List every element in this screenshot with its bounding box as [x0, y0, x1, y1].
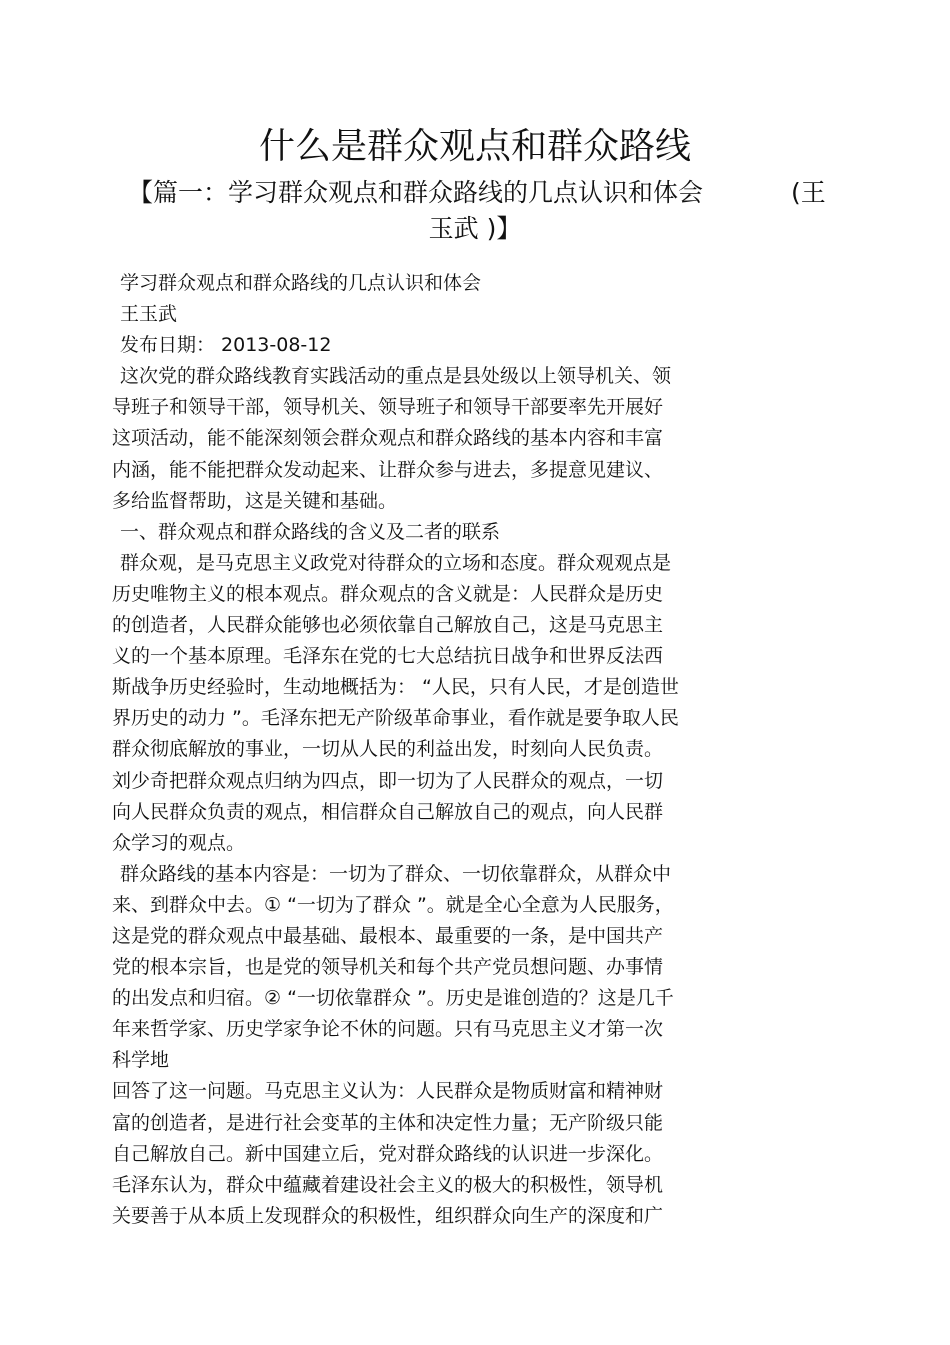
body-line: 这是党的群众观点中最基础、最根本、最重要的一条，是中国共产 — [112, 924, 664, 947]
document-body — [112, 268, 832, 1232]
subtitle-left: 【篇一：学习群众观点和群众路线的几点认识和体会 — [128, 178, 704, 207]
body-line: 群众彻底解放的事业，一切从人民的利益出发，时刻向人民负责。 — [112, 738, 664, 761]
body-line: 科学地 — [112, 1049, 170, 1072]
body-line: 自己解放自己。新中国建立后，党对群众路线的认识进一步深化。 — [112, 1142, 664, 1165]
body-line: 斯战争历史经验时，生动地概括为： “人民，只有人民，才是创造世 — [112, 676, 679, 699]
body-line: 发布日期： 2013-08-12 — [120, 334, 332, 357]
body-line: 内涵，能不能把群众发动起来、让群众参与进去，多提意见建议、 — [112, 458, 664, 481]
body-line: 刘少奇把群众观点归纳为四点，即一切为了人民群众的观点，一切 — [112, 769, 664, 792]
body-line: 历史唯物主义的根本观点。群众观点的含义就是：人民群众是历史 — [112, 582, 664, 605]
body-line: 的创造者，人民群众能够也必须依靠自己解放自己，这是马克思主 — [112, 614, 664, 637]
document-title: 什么是群众观点和群众路线 — [258, 126, 691, 167]
body-line: 党的根本宗旨，也是党的领导机关和每个共产党员想问题、办事情 — [112, 956, 664, 979]
document-subtitle — [128, 176, 828, 210]
body-line: 的出发点和归宿。② “一切依靠群众 ”。历史是谁创造的？这是几千 — [112, 987, 674, 1010]
body-line: 群众路线的基本内容是：一切为了群众、一切依靠群众，从群众中 — [120, 862, 672, 885]
body-line: 众学习的观点。 — [112, 831, 246, 854]
body-line: 界历史的动力 ”。毛泽东把无产阶级革命事业，看作就是要争取人民 — [112, 707, 679, 730]
body-line: 多给监督帮助，这是关键和基础。 — [112, 489, 398, 512]
body-line: 这次党的群众路线教育实践活动的重点是县处级以上领导机关、领 — [120, 365, 672, 388]
body-line: 向人民群众负责的观点，相信群众自己解放自己的观点，向人民群 — [112, 800, 664, 823]
subtitle-line2: 玉武 )】 — [428, 214, 522, 243]
body-line: 这项活动，能不能深刻领会群众观点和群众路线的基本内容和丰富 — [112, 427, 664, 450]
body-line: 来、到群众中去。① “一切为了群众 ”。就是全心全意为人民服务， — [112, 893, 674, 916]
body-line: 学习群众观点和群众路线的几点认识和体会 — [120, 272, 482, 294]
body-line: 王玉武 — [120, 303, 178, 326]
body-line: 毛泽东认为，群众中蕴藏着建设社会主义的极大的积极性，领导机 — [112, 1173, 664, 1196]
body-line: 关要善于从本质上发现群众的积极性，组织群众向生产的深度和广 — [112, 1204, 664, 1227]
body-line: 义的一个基本原理。毛泽东在党的七大总结抗日战争和世界反法西 — [112, 645, 664, 668]
body-line: 年来哲学家、历史学家争论不休的问题。只有马克思主义才第一次 — [112, 1018, 664, 1041]
body-line: 富的创造者，是进行社会变革的主体和决定性力量；无产阶级只能 — [112, 1111, 664, 1134]
body-line: 导班子和领导干部，领导机关、领导班子和领导干部要率先开展好 — [112, 396, 664, 419]
body-line: 回答了这一问题。马克思主义认为：人民群众是物质财富和精神财 — [112, 1080, 664, 1103]
subtitle-right: (王 — [791, 178, 826, 207]
body-line: 群众观，是马克思主义政党对待群众的立场和态度。群众观观点是 — [120, 551, 672, 574]
body-line: 一、群众观点和群众路线的含义及二者的联系 — [120, 520, 501, 543]
